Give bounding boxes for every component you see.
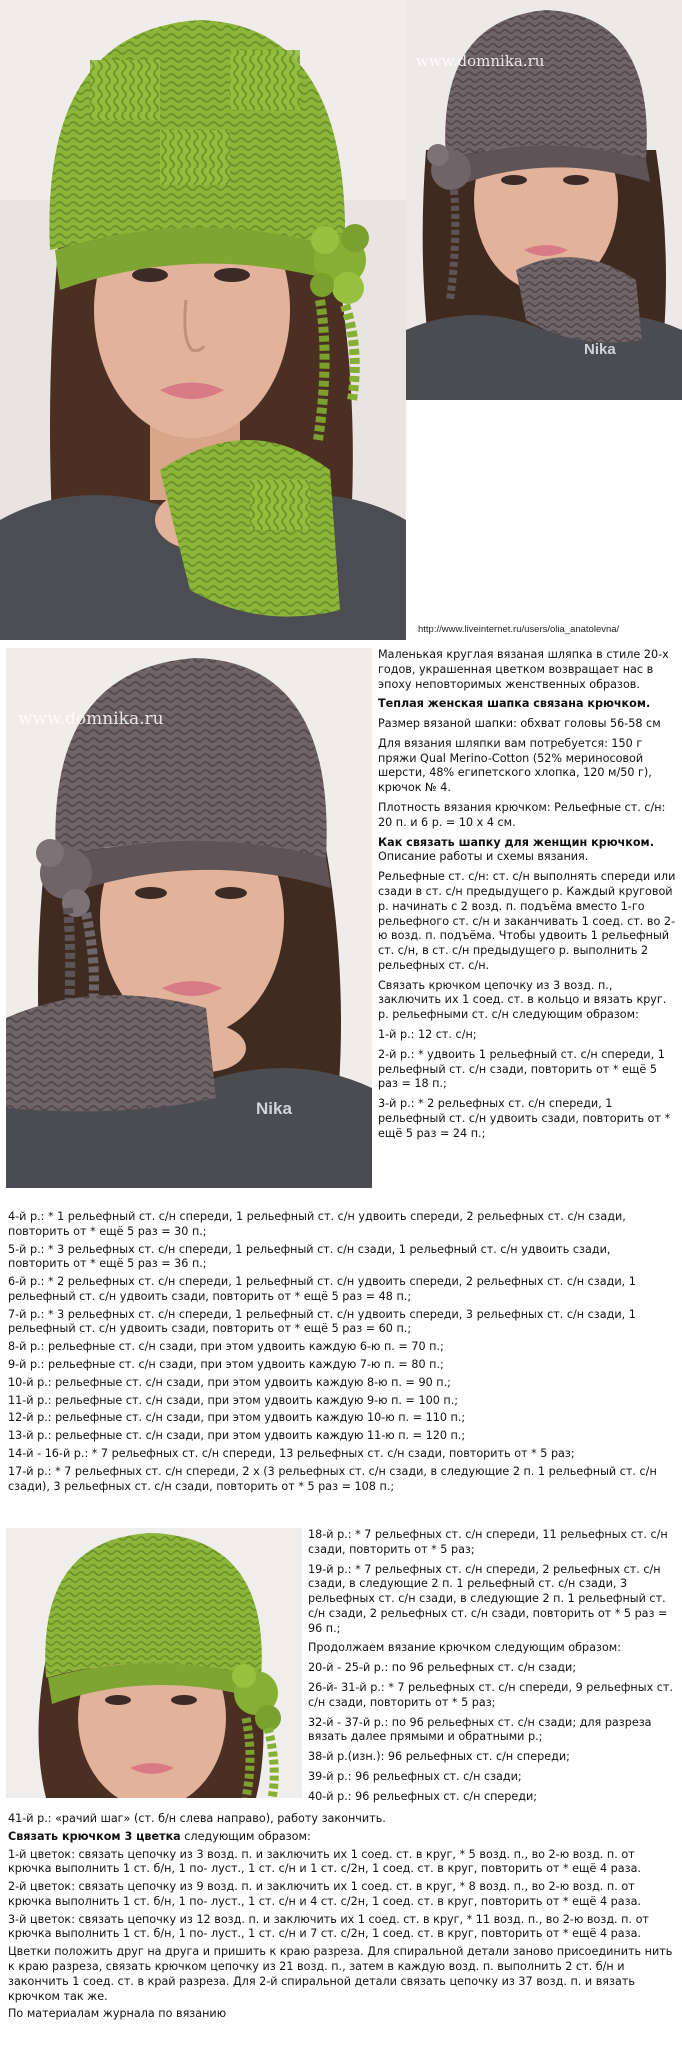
row-41: 41-й р.: «рачий шаг» (ст. б/н слева направо), работу закончить. — [8, 1812, 386, 1825]
row-5: 5-й р.: * 3 рельефных ст. с/н спереди, 1 рельефный ст. с/н сзади, 1 рельефный ст. с/н удвоить сзади, повторить от * ещё 5 раз = 36 п.; — [8, 1242, 611, 1271]
flower-3: 3-й цветок: связать цепочку из 12 возд. п. и заключить их 1 соед. ст. в круг, * 11 возд. п., во 2-ю возд. п. от крючка выполнить 1 ст. б/н, 1 по- луст., 1 ст. с/н и 7 ст. с/2н, 1 соед. ст. в круг, повторить от * ещё 4 раза. — [8, 1912, 649, 1941]
flowers-title: Связать крючком 3 цветка — [8, 1829, 181, 1843]
row-32-37: 32-й - 37-й р.: по 96 рельефных ст. с/н сзади; для разреза вязать далее прямыми и обратными р.; — [308, 1715, 652, 1744]
photo-grey-hat-medium — [6, 648, 372, 1188]
row-9: 9-й р.: рельефные ст. с/н сзади, при этом удвоить каждую 7-ю п. = 80 п.; — [8, 1358, 444, 1372]
row-6: 6-й р.: * 2 рельефных ст. с/н спереди, 1 рельефный ст. с/н удвоить спереди, 2 рельефных ст. с/н сзади, 1 рельефный ст. с/н удвоить сзади, повторить от * ещё 5 раз = 48 п.; — [8, 1275, 636, 1303]
photo-green-hat-large — [0, 0, 406, 640]
flowers-heading — [8, 1830, 674, 1845]
source-note: По материалам журнала по вязанию — [8, 2007, 227, 2021]
row-40: 40-й р.: 96 рельефных ст. с/н спереди; — [308, 1789, 538, 1803]
row-1: 1-й р.: 12 ст. с/н; — [378, 1027, 477, 1041]
row-26-31: 26-й- 31-й р.: * 7 рельефных ст. с/н спереди, 9 рельефных ст. с/н сзади, повторить от * 5 раз; — [308, 1681, 673, 1709]
flower-2: 2-й цветок: связать цепочку из 9 возд. п. и заключить их 1 соед. ст. в круг, * 8 возд. п., во 2-ю возд. п. от крючка выполнить 1 ст. б/н, 1 по- луст., 1 ст. с/н и 4 ст. с/2н, 1 соед. ст. в круг, повторить от * ещё 4 раза. — [8, 1880, 641, 1908]
how-to-rest: Описание работы и схемы вязания. — [378, 850, 589, 864]
row-3: 3-й р.: * 2 рельефных ст. с/н спереди, 1 рельефный ст. с/н удвоить сзади, повторить от * ещё 5 раз = 24 п.; — [378, 1097, 671, 1140]
finishing: Цветки положить друг на друга и пришить к краю разреза. Для спиральной детали заново присоединить нить к краю разреза, связать крючком цепочку из 21 возд. п., затем в каждую возд. п. выполнить 2 ст. б/н и закончить 1 соед. ст. в край разреза. Для 2-й спиральной детали связать цепочку из 37 возд. п. и вязать крючком так же. — [8, 1945, 673, 2003]
intro-text: Маленькая круглая вязаная шляпка в стиле 20-х годов, украшенная цветком возвращает нас в эпоху неповторимых женственных образов. — [378, 648, 669, 691]
continue-note: Продолжаем вязание крючком следующим образом: — [308, 1641, 622, 1655]
watermark-site-2: www.domnika.ru — [18, 709, 164, 729]
rows-full-width — [8, 1210, 674, 1497]
row-2: 2-й р.: * удвоить 1 рельефный ст. с/н спереди, 1 рельефный ст. с/н сзади, повторить от * ещё 5 раз = 18 п.; — [378, 1047, 665, 1091]
row-17: 17-й р.: * 7 рельефных ст. с/н спереди, 2 х (3 рельефных ст. с/н сзади, в следующие 2 п. 1 рельефный ст. с/н сзади), 3 рельефных ст. с/н сзади, повторить от * 5 раз = 108 п.; — [8, 1464, 657, 1493]
hat-size: Размер вязаной шапки: обхват головы 56-58 см — [378, 717, 661, 731]
row-20-25: 20-й - 25-й р.: по 96 рельефных ст. с/н сзади; — [308, 1661, 577, 1675]
how-to-title: Как связать шапку для женщин крючком. — [378, 835, 654, 849]
intro-column — [378, 648, 676, 1146]
how-to — [378, 836, 676, 866]
row-18: 18-й р.: * 7 рельефных ст. с/н спереди, 11 рельефных ст. с/н сзади, повторить от * 5 раз; — [308, 1528, 668, 1556]
photo-grey-hat-small — [406, 0, 682, 400]
gauge: Плотность вязания крючком: Рельефные ст. с/н: 20 п. и 6 р. = 10 х 4 см. — [378, 801, 666, 829]
row-8: 8-й р.: рельефные ст. с/н сзади, при этом удвоить каждую 6-ю п. = 70 п.; — [8, 1340, 444, 1354]
row-19: 19-й р.: * 7 рельефных ст. с/н спереди, 2 рельефных ст. с/н сзади, в следующие 2 п. 1 рельефный ст. с/н сзади, 3 рельефных ст. с/н сзади, в следующие 2 п. 1 рельефный ст. с/н сзади, 2 рельефных ст. с/н сзади, повторить от * 5 раз = 96 п.; — [308, 1562, 668, 1635]
watermark-nika-2: Nika — [256, 1099, 292, 1118]
row-14-16: 14-й - 16-й р.: * 7 рельефных ст. с/н спереди, 13 рельефных ст. с/н сзади, повторить от * 5 раз; — [8, 1446, 575, 1460]
row-13: 13-й р.: рельефные ст. с/н сзади, при этом удвоить каждую 11-ю п. = 120 п.; — [8, 1429, 466, 1443]
row-7: 7-й р.: * 3 рельефных ст. с/н спереди, 1 рельефный ст. с/н удвоить спереди, 3 рельефных ст. с/н сзади, 1 рельефный ст. с/н удвоить сзади, повторить от * ещё 5 раз = 60 п.; — [8, 1307, 636, 1336]
bottom-section — [8, 1812, 674, 2025]
chain-start: Связать крючком цепочку из 3 возд. п., заключить их 1 соед. ст. в кольцо и вязать круг. р. рельефными ст. с/н следующим образом: — [378, 978, 667, 1022]
flowers-rest: следующим образом: — [180, 1829, 311, 1843]
row-38: 38-й р.(изн.): 96 рельефных ст. с/н спереди; — [308, 1750, 570, 1764]
relief-stitch: Рельефные ст. с/н: ст. с/н выполнять спереди или сзади в ст. с/н предыдущего р. Каждый круговой р. начинать с 2 возд. п. подъёма вместо 1-го рельефного ст. с/н и заканчивать 1 соед. ст. во 2-ю возд. п. подъёма. Чтобы удвоить 1 рельефный ст. с/н, в ст. с/н предыдущего р. выполнить 2 рельефных ст. с/н. — [378, 870, 676, 972]
watermark-site: www.domnika.ru — [416, 52, 545, 70]
flower-1: 1-й цветок: связать цепочку из 3 возд. п. и заключить их 1 соед. ст. в круг, * 5 возд. п., во 2-ю возд. п. от крючка выполнить 1 ст. б/н, 1 по- луст., 1 ст. с/н и 1 ст. с/2н, 1 соед. ст. в круг, повторить от * ещё 4 раза. — [8, 1847, 641, 1876]
row-11: 11-й р.: рельефные ст. с/н сзади, при этом удвоить каждую 9-ю п. = 100 п.; — [8, 1393, 459, 1407]
row-4: 4-й р.: * 1 рельефный ст. с/н спереди, 1 рельефный ст. с/н удвоить спереди, 2 рельефных ст. с/н сзади, повторить от * ещё 5 раз = 30 п.; — [8, 1210, 626, 1238]
row-10: 10-й р.: рельефные ст. с/н сзади, при этом удвоить каждую 8-ю п. = 90 п.; — [8, 1375, 451, 1389]
row-12: 12-й р.: рельефные ст. с/н сзади, при этом удвоить каждую 10-ю п. = 110 п.; — [8, 1411, 466, 1425]
watermark-nika: Nika — [584, 341, 616, 358]
source-url: http://www.liveinternet.ru/users/olia_anatolevna/ — [418, 624, 620, 635]
materials: Для вязания шляпки вам потребуется: 150 г пряжи Qual Merino-Cotton (52% мериносовой шерсти, 48% египетского хлопка, 120 м/50 г), крючок № 4. — [378, 736, 652, 795]
intro-heading: Теплая женская шапка связана крючком. — [378, 697, 651, 711]
rows-column-2 — [308, 1528, 676, 1810]
photo-green-hat-small — [6, 1528, 302, 1798]
row-39: 39-й р.: 96 рельефных ст. с/н сзади; — [308, 1769, 522, 1783]
